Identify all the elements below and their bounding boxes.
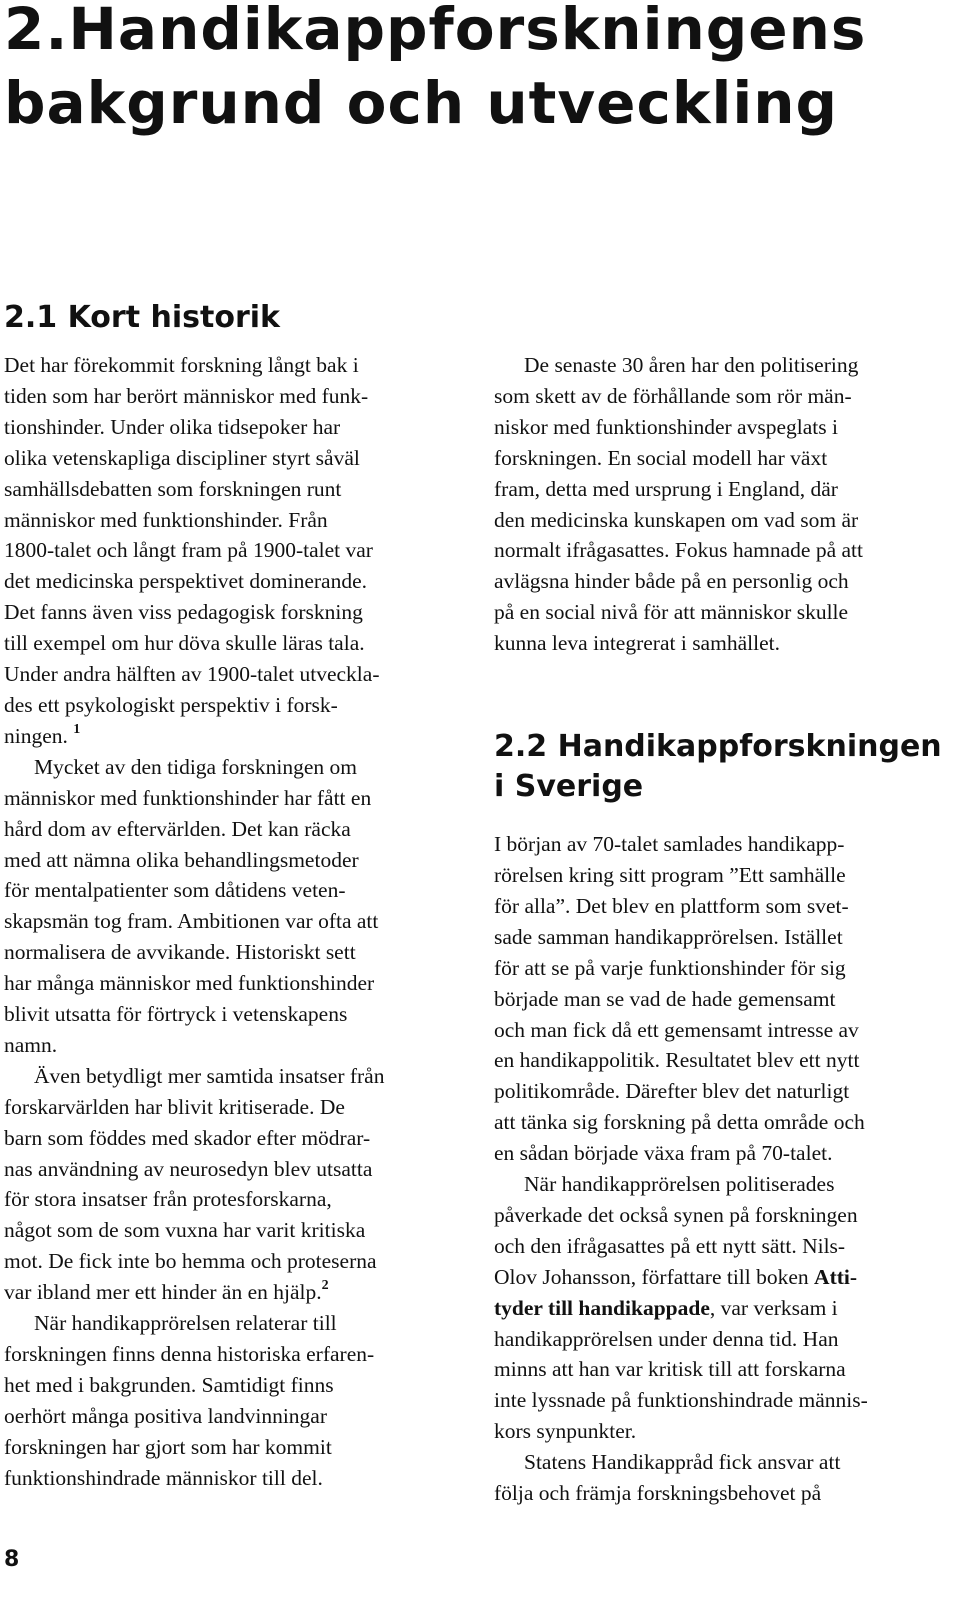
paragraph-seventies: I början av 70-talet samlades handikapp- rörelsen kring sitt program ”Ett samhälle för alla”. Det blev en plattform som svet- sade samman handikapprörelsen. Istället för att se på varje funktionshinder för sig började man se vad de hade gemensamt och man fick då ett gemensamt intresse av en handikappolitik. Resultatet blev ett nytt politikområde. Därefter blev det naturligt att tänka sig forskning på detta område och en sådan började växa fram på 70-talet.: [494, 832, 865, 1166]
paragraph-historical-experience: När handikapprörelsen relaterar till forskningen finns denna historiska erfaren- het med i bakgrunden. Samtidigt finns oerhört många positiva landvinningar forskningen har gjort som har kommit funktionshindrade människor till del.: [4, 1311, 375, 1490]
chapter-title-line-1: 2.Handikappforskningens: [4, 0, 867, 63]
chapter-title: [4, 0, 866, 140]
section-heading-handikappforskningen-i-sverige: 2.2 Handikappforskningen i Sverige: [494, 729, 942, 805]
chapter-title-line-2: bakgrund och utveckling: [4, 69, 839, 137]
book-title-part-2: tyder till handikappade: [494, 1295, 710, 1320]
paragraph-politicisation: De senaste 30 åren har den politisering som skett av de förhållande som rör män- niskor med funktionshinder avspeglats i forskningen. En social modell har växt fram, detta med ursprung i England, där den medicinska kunskapen om vad som är normalt ifrågasattes. Fokus hamnade på att avlägsna hinder både på en personlig och på en social nivå för att människor skulle kunna leva integrerat i samhället.: [494, 353, 863, 656]
page-number: 8: [4, 1547, 20, 1572]
paragraph-early-research: Mycket av den tidiga forskningen om människor med funktionshinder har fått en hård dom av eftervärlden. Det kan räcka med att nämna olika behandlingsmetoder för mentalpatienter som dåtidens veten- skapsmän tog fram. Ambitionen var ofta att normalisera de avvikande. Historiskt sett har många människor med funktionshinder blivit utsatta för förtryck i vetenskapens namn.: [4, 754, 379, 1057]
book-title-part-1: Atti-: [814, 1264, 858, 1289]
paragraph-nils-olov-johansson: När handikapprörelsen politiserades påverkade det också synen på forskningen och den ifrågasattes på ett nytt sätt. Nils- Olov Johansson, författare till boken Atti- tyder till handikappade, var verksam i handikapprörelsen under denna tid. Han minns att han var kritisk till att forskarna inte lyssnade på funktionshindrade männis- kors synpunkter.: [494, 1172, 868, 1444]
paragraph-intro: Det har förekommit forskning långt bak i tiden som har berört människor med funk- tionshinder. Under olika tidsepoker har olika vetenskapliga discipliner styrt såväl samhällsdebatten som forskningen runt människor med funktionshinder. Från 1800-talet och långt fram på 1900-talet var det medicinska perspektivet dominerande. Det fanns även viss pedagogisk forskning till exempel om hur döva skulle läras tala. Under andra hälften av 1900-talet utveckla- des ett psykologiskt perspektiv i forsk- ningen. $^1$: [4, 353, 380, 748]
section-heading-kort-historik: 2.1 Kort historik: [4, 300, 280, 335]
footnote-ref-1: 1: [73, 721, 81, 737]
paragraph-statens-handikappraad: Statens Handikappråd fick ansvar att följa och främja forskningsbehovet på: [494, 1450, 841, 1506]
left-column: [4, 350, 454, 1494]
right-column: [494, 350, 944, 1509]
footnote-ref-2: 2: [321, 1278, 329, 1294]
paragraph-recent-criticism: Även betydligt mer samtida insatser från forskarvärlden har blivit kritiserade. De barn som föddes med skador efter mödrar- nas användning av neurosedyn blev utsatta för stora insatser från protesforskarna, något som de som vuxna har varit kritiska mot. De fick inte bo hemma och proteserna var ibland mer ett hinder än en hjälp.$^2$: [4, 1063, 385, 1305]
